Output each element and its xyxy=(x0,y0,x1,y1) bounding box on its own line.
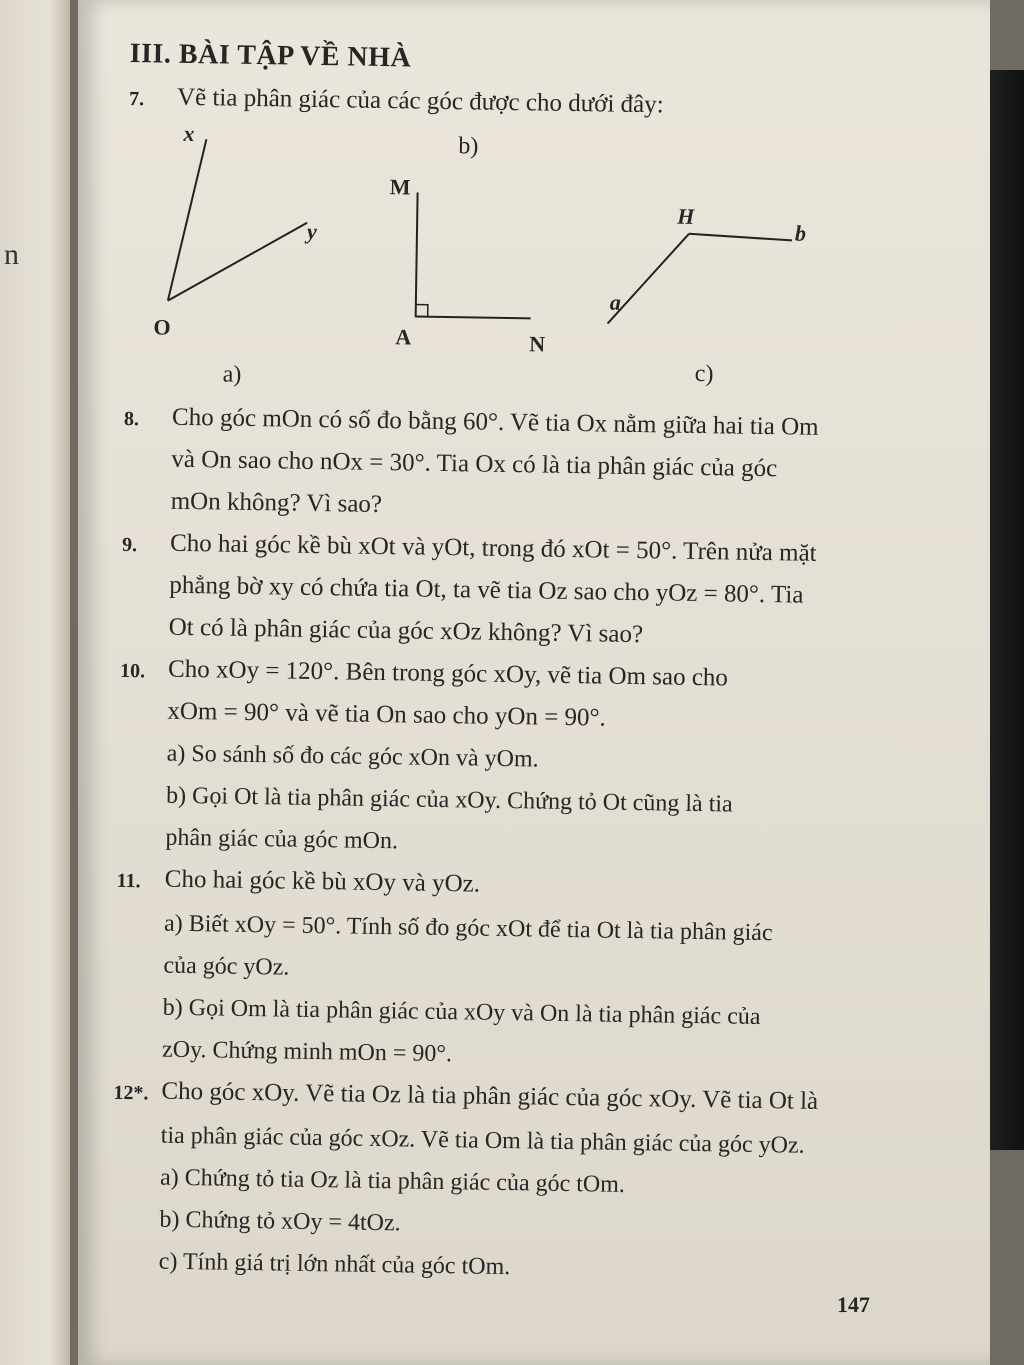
exercise-body xyxy=(167,649,940,745)
exercise-line: Cho xOy = 120°. Bên trong góc xOy, vẽ tia Om sao cho xyxy=(167,655,729,692)
point-b-label: b xyxy=(794,220,807,246)
left-page-edge xyxy=(0,0,70,1365)
exercise-12-line-2: tia phân giác của góc xOz. Vẽ tia Om là tia phân giác của góc yOz. xyxy=(160,1122,805,1159)
exercise-12-part-b: b) Chứng tỏ xOy = 4tOz. xyxy=(159,1206,401,1237)
point-o-label: O xyxy=(153,314,171,340)
left-page-char: n xyxy=(4,238,19,271)
point-m-label: M xyxy=(389,174,411,200)
exercise-number: 7. xyxy=(128,87,145,111)
exercise-number: 9. xyxy=(121,533,138,557)
point-a-small-label: a xyxy=(609,289,622,315)
exercise-11-part-b: b) Gọi Om là tia phân giác của xOy và On là tia phân giác của xyxy=(162,994,761,1031)
exercise-line: mOn không? Vì sao? xyxy=(170,487,383,519)
exercise-line: Cho hai góc kề bù xOt và yOt, trong đó xOt = 50°. Trên nửa mặt xyxy=(169,529,817,567)
exercise-body xyxy=(170,397,944,535)
section-title: III. BÀI TẬP VỀ NHÀ xyxy=(129,38,412,74)
exercise-11-part-a-cont: của góc yOz. xyxy=(163,952,290,981)
point-n-label: N xyxy=(529,331,546,357)
right-angle-mark xyxy=(416,305,428,317)
page-content xyxy=(110,38,949,1295)
figure-b-ray-am xyxy=(416,193,418,317)
exercise-line: xOm = 90° và vẽ tia On sao cho yOn = 90°. xyxy=(167,697,606,732)
exercise-line: phẳng bờ xy có chứa tia Ot, ta vẽ tia Oz sao cho yOz = 80°. Tia xyxy=(169,571,804,609)
exercise-line: Cho góc mOn có số đo bằng 60°. Vẽ tia Ox nằm giữa hai tia Om xyxy=(171,403,819,441)
exercise-10-part-a: a) So sánh số đo các góc xOn và yOm. xyxy=(166,740,539,773)
book-page xyxy=(78,0,990,1365)
figure-a-ray-ox xyxy=(168,139,207,302)
exercise-10-part-b: b) Gọi Ot là tia phân giác của xOy. Chứng tỏ Ot cũng là tia xyxy=(165,782,733,818)
exercise-10 xyxy=(119,648,940,745)
exercise-11-part-a: a) Biết xOy = 50°. Tính số đo góc xOt để tia Ot là tia phân giác xyxy=(163,910,773,947)
exercise-8 xyxy=(122,396,944,535)
figure-a-caption: a) xyxy=(222,361,242,388)
exercise-number: 10. xyxy=(119,659,146,683)
exercise-10-part-b-cont: phân giác của góc mOn. xyxy=(165,824,399,855)
figure-b-ray-an xyxy=(416,317,531,319)
exercise-line: Cho góc xOy. Vẽ tia Oz là tia phân giác của góc xOy. Vẽ tia Ot là xyxy=(161,1077,819,1115)
exercise-7-figures xyxy=(124,120,948,403)
exercise-line: Ot có là phân giác của góc xOz không? Vì sao? xyxy=(168,613,644,649)
exercise-11-part-b-cont: zOy. Chứng minh mOn = 90°. xyxy=(161,1036,453,1068)
exercise-body xyxy=(168,523,942,661)
exercise-12-part-c: c) Tính giá trị lớn nhất của góc tOm. xyxy=(158,1248,511,1281)
point-x-label: x xyxy=(183,120,195,147)
exercise-text: Vẽ tia phân giác của các góc được cho dưới đây: xyxy=(176,83,664,119)
page-number: 147 xyxy=(836,1291,871,1318)
exercise-number: 11. xyxy=(116,869,141,893)
figure-c-caption: c) xyxy=(694,360,714,388)
angle-figures xyxy=(124,120,908,402)
figure-a-ray-oy xyxy=(168,221,307,303)
point-y-label: y xyxy=(306,218,317,244)
figure-b-caption: b) xyxy=(458,133,479,160)
point-a-label: A xyxy=(395,324,412,350)
figure-c-ray-hb xyxy=(689,234,792,241)
exercise-line: Cho hai góc kề bù xOy và yOz. xyxy=(164,865,481,898)
point-h-label: H xyxy=(677,203,695,229)
exercise-12-part-a: a) Chứng tỏ tia Oz là tia phân giác của góc tOm. xyxy=(159,1164,626,1198)
exercise-line: và On sao cho nOx = 30°. Tia Ox có là tia phân giác của góc xyxy=(171,445,778,483)
exercise-9 xyxy=(120,522,942,661)
exercise-number: 8. xyxy=(123,407,140,431)
exercise-number: 12*. xyxy=(113,1081,149,1105)
